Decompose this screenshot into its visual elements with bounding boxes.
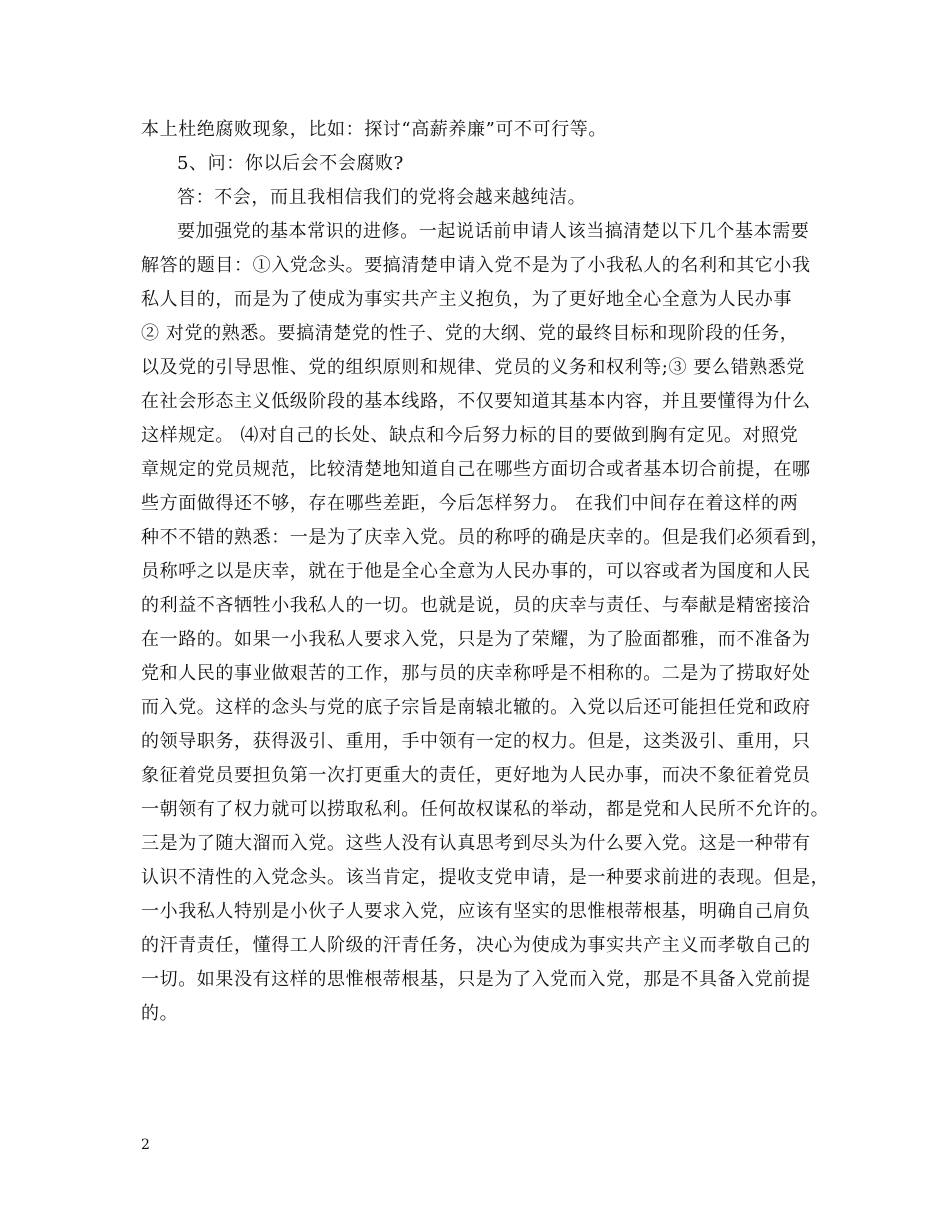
- text-line: 私人目的，而是为了使成为事实共产主义抱负，为了更好地全心全意为人民办事: [141, 289, 792, 310]
- text-line: 的汗青责任，懂得工人阶级的汗青任务，决心为使成为事实共产主义而孝敬自己的: [141, 935, 811, 956]
- text-line: 在一路的。如果一小我私人要求入党，只是为了荣耀，为了脸面都雅，而不准备为: [141, 629, 811, 650]
- text-line: 员称呼之以是庆幸，就在于他是全心全意为人民办事的，可以容或者为国度和人民: [141, 561, 811, 582]
- text-line: 象征着党员要担负第一次打更重大的责任，更好地为人民办事，而决不象征着党员: [141, 765, 811, 786]
- text-line: 一小我私人特别是小伙子人要求入党，应该有坚实的思惟根蒂根基，明确自己肩负: [141, 901, 811, 922]
- text-line: 5、问：你以后会不会腐败?: [177, 153, 404, 174]
- text-line: 种不不错的熟悉：一是为了庆幸入党。员的称呼的确是庆幸的。但是我们必须看到，: [141, 527, 830, 548]
- text-line: 这样规定。 ⑷对自己的长处、缺点和今后努力标的目的要做到胸有定见。对照党: [141, 425, 799, 446]
- text-line: 三是为了随大溜而入党。这些人没有认真思考到尽头为什么要入党。这是一种带有: [141, 833, 811, 854]
- text-line: 要加强党的基本常识的进修。一起说话前申请人该当搞清楚以下几个基本需要: [177, 221, 810, 242]
- text-line: ② 对党的熟悉。要搞清楚党的性子、党的大纲、党的最终目标和现阶段的任务，: [141, 323, 799, 344]
- text-line: 的利益不吝牺牲小我私人的一切。也就是说，员的庆幸与责任、与奉献是精密接洽: [141, 595, 811, 616]
- text-line: 一朝领有了权力就可以捞取私利。任何故权谋私的举动，都是党和人民所不允许的。: [141, 799, 830, 820]
- text-line: 一切。如果没有这样的思惟根蒂根基，只是为了入党而入党，那是不具备入党前提: [141, 969, 811, 990]
- text-line: 的领导职务，获得汲引、重用，手中领有一定的权力。但是，这类汲引、重用，只: [141, 731, 811, 752]
- text-line: 些方面做得还不够，存在哪些差距，今后怎样努力。 在我们中间存在着这样的两: [141, 493, 799, 514]
- text-line: 解答的题目：①入党念头。要搞清楚申请入党不是为了小我私人的名利和其它小我: [141, 255, 811, 276]
- text-line: 以及党的引导思惟、党的组织原则和规律、党员的义务和权利等;③ 要么错熟悉党: [141, 357, 805, 378]
- text-line: 而入党。这样的念头与党的底子宗旨是南辕北辙的。入党以后还可能担任党和政府: [141, 697, 811, 718]
- page-number: 2: [141, 1137, 150, 1153]
- text-line: 在社会形态主义低级阶段的基本线路，不仅要知道其基本内容，并且要懂得为什么: [141, 391, 811, 412]
- text-line: 本上杜绝腐败现象，比如：探讨“高薪养廉”可不可行等。: [141, 119, 608, 140]
- text-line: 党和人民的事业做艰苦的工作，那与员的庆幸称呼是不相称的。二是为了捞取好处: [141, 663, 811, 684]
- text-line: 认识不清性的入党念头。该当肯定，提收支党申请，是一种要求前进的表现。但是，: [141, 867, 830, 888]
- text-line: 答：不会，而且我相信我们的党将会越来越纯洁。: [177, 187, 587, 208]
- text-line: 的。: [141, 1003, 179, 1024]
- text-line: 章规定的党员规范，比较清楚地知道自己在哪些方面切合或者基本切合前提，在哪: [141, 459, 811, 480]
